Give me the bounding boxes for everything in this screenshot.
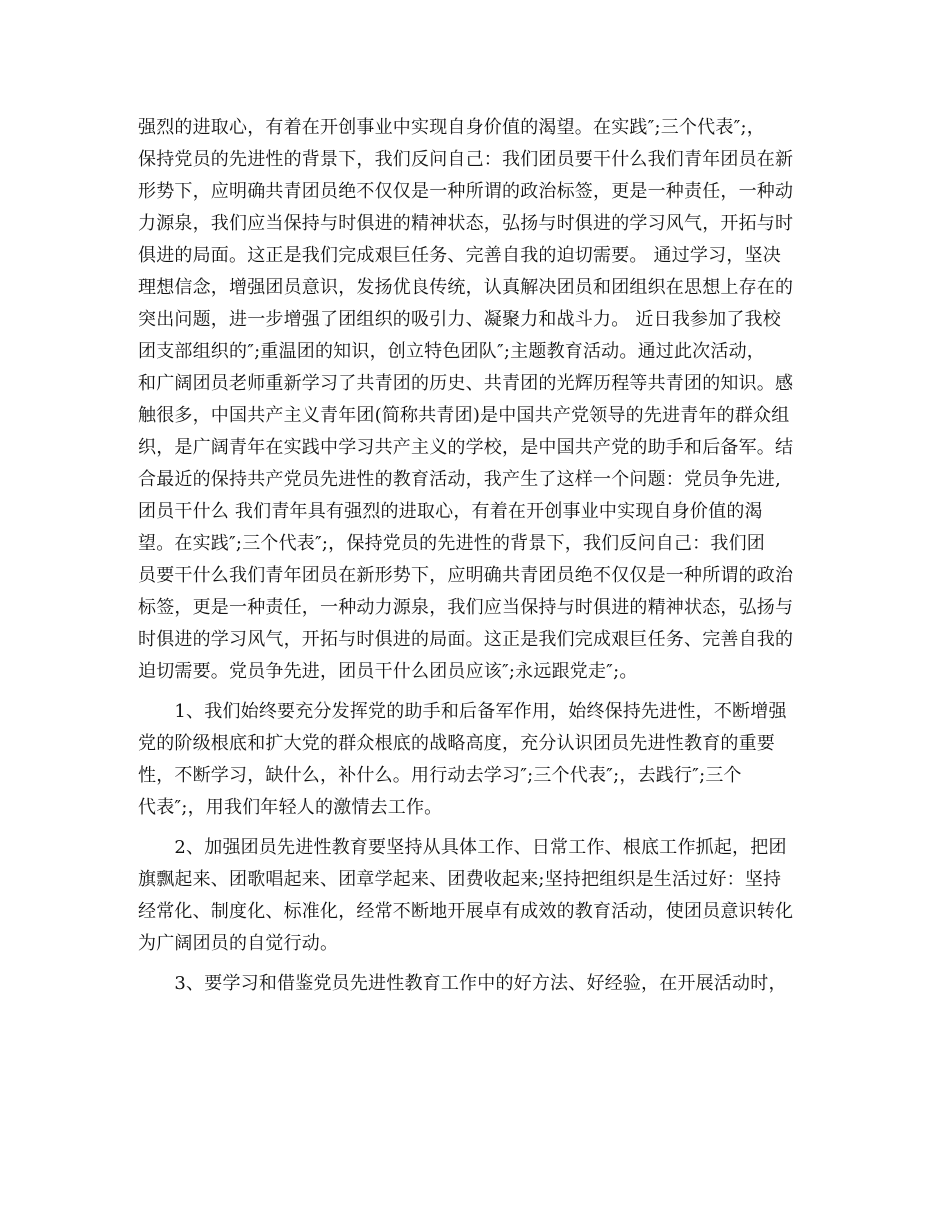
text-line: 合最近的保持共产党员先进性的教育活动，我产生了这样一个问题：党员争先进, <box>138 469 781 490</box>
text-line: 理想信念，增强团员意识，发扬优良传统，认真解决团员和团组织在思想上存在的 <box>138 277 794 298</box>
text-line: 3、要学习和借鉴党员先进性教育工作中的好方法、好经验，在开展活动时， <box>138 973 787 994</box>
text-line: 时俱进的学习风气，开拓与时俱进的局面。这正是我们完成艰巨任务、完善自我的 <box>138 629 794 650</box>
paragraph-gap <box>138 960 818 968</box>
text-line: 形势下，应明确共青团员绝不仅仅是一种所谓的政治标签，更是一种责任，一种动 <box>138 181 794 202</box>
body-text <box>138 112 818 1000</box>
text-line: 织，是广阔青年在实践中学习共产主义的学校，是中国共产党的助手和后备军。结 <box>138 437 794 458</box>
text-line: 和广阔团员老师重新学习了共青团的历史、共青团的光辉历程等共青团的知识。感 <box>138 373 794 394</box>
text-line: 团支部组织的″;重温团的知识，创立特色团队″;主题教育活动。通过此次活动， <box>138 341 765 362</box>
text-line: 俱进的局面。这正是我们完成艰巨任务、完善自我的迫切需要。 通过学习，坚决 <box>138 245 781 266</box>
text-line: 2、加强团员先进性教育要坚持从具体工作、日常工作、根底工作抓起，把团 <box>138 837 787 858</box>
text-line: 望。在实践″;三个代表″;，保持党员的先进性的背景下，我们反问自己：我们团 <box>138 533 765 554</box>
paragraph-gap <box>138 824 818 832</box>
text-line: 经常化、制度化、标准化，经常不断地开展卓有成效的教育活动，使团员意识转化 <box>138 901 794 922</box>
text-line: 党的阶级根底和扩大党的群众根底的战略高度，充分认识团员先进性教育的重要 <box>138 733 775 754</box>
text-line: 员要干什么我们青年团员在新形势下，应明确共青团员绝不仅仅是一种所谓的政治 <box>138 565 794 586</box>
paragraph-gap <box>138 688 818 696</box>
text-line: 保持党员的先进性的背景下，我们反问自己：我们团员要干什么我们青年团员在新 <box>138 149 794 170</box>
text-line: 性，不断学习，缺什么，补什么。用行动去学习″;三个代表″;，去践行″;三个 <box>138 765 742 786</box>
text-line: 代表″;，用我们年轻人的激情去工作。 <box>138 797 443 818</box>
text-line: 标签，更是一种责任，一种动力源泉，我们应当保持与时俱进的精神状态，弘扬与 <box>138 597 794 618</box>
text-line: 强烈的进取心，有着在开创事业中实现自身价值的渴望。在实践″;三个代表″;， <box>138 117 765 138</box>
text-line: 迫切需要。党员争先进，团员干什么团员应该″;永远跟党走″;。 <box>138 661 638 682</box>
text-line: 力源泉，我们应当保持与时俱进的精神状态，弘扬与时俱进的学习风气，开拓与时 <box>138 213 794 234</box>
text-line: 旗飘起来、团歌唱起来、团章学起来、团费收起来;坚持把组织是生活过好：坚持 <box>138 869 782 890</box>
text-line: 触很多，中国共产主义青年团(简称共青团)是中国共产党领导的先进青年的群众组 <box>138 405 790 426</box>
text-line: 1、我们始终要充分发挥党的助手和后备军作用，始终保持先进性，不断增强 <box>138 701 787 722</box>
text-line: 突出问题，进一步增强了团组织的吸引力、凝聚力和战斗力。 近日我参加了我校 <box>138 309 781 330</box>
text-line: 为广阔团员的自觉行动。 <box>138 933 339 954</box>
text-line: 团员干什么 我们青年具有强烈的进取心，有着在开创事业中实现自身价值的渴 <box>138 501 763 522</box>
